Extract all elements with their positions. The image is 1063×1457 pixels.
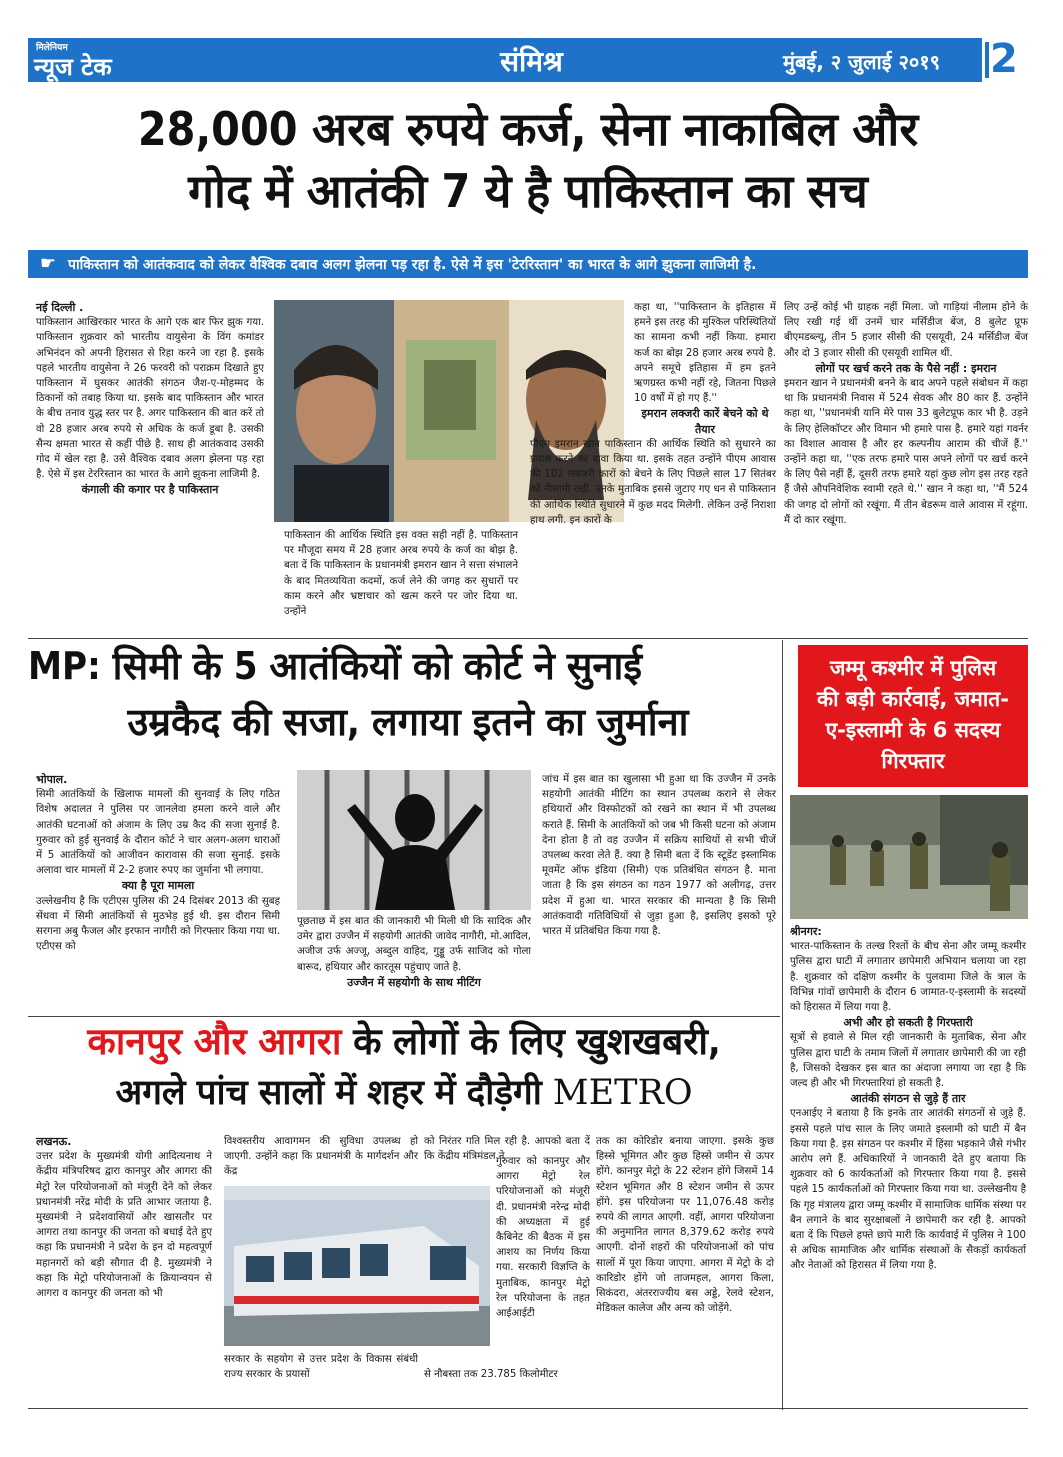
story2-col1a-text: सिमी आतंकियों के खिलाफ मामलों की सुनवाई के लिए गठित विशेष अदालत ने पुलिस पर जानलेवा हमला करने वाले और आतंकी घटनाओं को अंजाम के लिए उम्र कैद की सजा सुनाई है. गुरुवार को हुई सुनवाई के दौरान कोर्ट ने चार अलग-अलग धाराओं में 5 आतंकियों को आजीवन कारावास की सजा सुनाई. इसके अलावा चार मामलों में 2-2 हजार रुपए का जुर्माना भी लगाया. [36,789,280,877]
story4-col1-text: उत्तर प्रदेश के मुख्यमंत्री योगी आदित्यनाथ ने केंद्रीय मंत्रिपरिषद द्वारा कानपुर और आगरा की मेट्रो रेल परियोजनाओं को मंजूरी देने को लेकर प्रधानमंत्री नरेंद्र मोदी के प्रति आभार जताया है. मुख्यमंत्री ने प्रदेशवासियों और खासतौर पर आगरा तथा कानपुर की जनता को बधाई देते हुए कहा कि प्रधानमंत्री ने प्रदेश के इन दो महत्वपूर्ण महानगरों को बड़ी सौगात दी है. मुख्यमंत्री ने कहा कि मेट्रो परियोजनाओं के क्रियान्वयन से आगरा व कानपुर की जनता को भी [36,1151,212,1300]
story4-col4-text: तक का कोरिडोर बनाया जाएगा. इसके कुछ हिस्से भूमिगत और कुछ हिस्से जमीन से ऊपर होंगे. कानपुर मेट्रो के 22 स्टेशन होंगे जिसमें 14 स्टेशन भूमिगत और 8 स्टेशन जमीन से ऊपर होंगे. इस परियोजना पर 11,076.48 करोड़ रुपये की लागत आएगी. वहीं, आगरा परियोजना की अनुमानित लागत 8,379.62 करोड़ रुपये आएगी. दोनों शहरों की परियोजनाओं को पांच सालों में पूरा किया जाएगा. आगरा में मेट्रो के दो कारिडोर होंगे जो ताजमहल, आगरा किला, सिकंदरा, अंतरराज्यीय बस अड्डे, रेलवे स्टेशन, मेडिकल कालेज और अन्य को जोड़ेंगे. [596,1136,774,1315]
story1-headline-line1: 28,000 अरब रुपये कर्ज, सेना नाकाबिल और [137,102,919,156]
brand-small: मिलेनियम [36,43,68,53]
story3-headline-line2: की बड़ी कार्रवाई, जमात- [817,687,1009,711]
story1-col4a-text: लिए उन्हें कोई भी ग्राहक नहीं मिला. जो गाड़ियां नीलाम होने के लिए रखी गई थीं उनमें चार मर्सिडीज बेंज, 8 बुलेट प्रूफ बीएमडब्ल्यू, तीन 5 हजार सीसी की एसयूवी, 24 मर्सिडीज बेंज और दो 3 हजार सीसी की एसयूवी शामिल थीं. [784,302,1028,359]
story1-column-2 [284,528,518,619]
story3-headline-line4: गिरफ्तार [881,749,945,773]
story2-dateline: भोपाल. [36,773,68,786]
story1-col4b-text: इमरान खान ने प्रधानमंत्री बनने के बाद अपने पहले संबोधन में कहा था कि प्रधानमंत्री निवास में 524 सेवक और 80 कार हैं. उन्होंने कहा था, ''प्रधानमंत्री यानि मेरे पास 33 बुलेटप्रूफ कार भी है. उड़ने के लिए हेलिकॉप्टर और विमान भी हमारे पास है. हमारे यहां गवर्नर का विशाल आवास है और हर कल्पनीय आराम की चीजें हैं.'' उन्होंने कहा था, ''एक तरफ हमारे पास अपने लोगों पर खर्च करने के लिए पैसे नहीं हैं, दूसरी तरफ हमारे यहां कुछ लोग इस तरह रहते हैं जैसे औपनिवेशिक स्वामी रहते थे.'' खान ने कहा था, ''मैं 524 की जगह दो लोगों को रखूंगा. मैं तीन बेडरूम वाले आवास में रहूंगा. मैं दो कार रखूंगा. [784,378,1028,526]
story4-headline-text2: अगले पांच सालों में शहर में दौड़ेगी [115,1073,553,1113]
pointing-hand-icon: ☛ [39,253,57,274]
issue-date: मुंबई, २ जुलाई २०१९ [783,50,941,74]
story1-col1-text: पाकिस्तान आखिरकार भारत के आगे एक बार फिर झुक गया. पाकिस्तान शुक्रवार को भारतीय वायुसेना के विंग कमांडर अभिनंदन को अपनी हिरासत से रिहा करने जा रहा है. इसके पहले भारतीय वायुसेना ने 26 फरवरी को पराक्रम दिखाते हुए पाकिस्तान में घुसकर आतंकी संगठन जैश-ए-मोहम्मद के ठिकानों को तबाह किया था. इसके बाद पाकिस्तान और भारत के बीच तनाव युद्ध स्तर पर है. अगर पाकिस्तान की बात करें तो वो 28 हजार अरब रुपये से अधिक के कर्ज डूबा है. उसकी सैन्य क्षमता भारत से कहीं पीछे है. साथ ही आतंकवाद उसकी गोद में खेल रहा है. उसे वैश्विक दबाव अलग झेलना पड़ रहा है. ऐसे में इस टेररिस्तान का भारत के आगे झुकना लाजिमी है. [36,317,264,481]
divider-2 [28,1016,780,1017]
story1-col3b-text: पीएम इमरान खान पाकिस्तान की आर्थिक स्थिति को सुधारने का प्रयास करने का दावा किया था. इसके तहत उन्होंने पीएम आवास की 102 लक्जरी कारों को बेचने के लिए पिछले साल 17 सितंबर को नीलामी रखी. उनके मुताबिक इससे जुटाए गए धन से पाकिस्तान की आर्थिक स्थिति सुधारने में कुछ मदद मिलेगी. लेकिन उन्हें निराशा हाथ लगी. इन कारों के [530,438,776,526]
story3-headline-line3: ए-इस्लामी के 6 सदस्य [825,718,1001,742]
story4-headline-red: कानपुर और आगरा [87,1020,342,1063]
story1-col3-top [634,300,776,437]
story1-col3a-text: कहा था, ''पाकिस्तान के इतिहास में हमने इस तरह की मुश्किल परिस्थितियों का सामना कभी नहीं किया. हमारा कर्ज का बोझ 28 हजार अरब रुपये है. अपने समूचे इतिहास में हम इतने ऋणग्रस्त कभी नहीं रहे, जितना पिछले 10 वर्षों में हो गए हैं.'' [634,302,776,405]
page-number-bar [985,42,989,78]
story4-column-2-bottom [224,1352,418,1382]
story2-column-2 [297,914,531,990]
story3-crosshead-1: अभी और हो सकती है गिरफ्तारी [843,1016,973,1030]
story4-headline-line1 [28,1022,780,1063]
story1-column-1 [36,300,264,498]
story2-prison-photo [297,770,531,910]
story2-crosshead-1: क्या है पूरा मामला [121,879,195,893]
story2-col3-text: जांच में इस बात का खुलासा भी हुआ था कि उज्जैन में उनके सहयोगी आतंकी मीटिंग का स्थान उपलब्ध कराने से लेकर हथियारों और विस्फोटकों को रखने का स्थान में भी उपलब्ध कराते हैं. सिमी के आतंकियों को जब भी किसी घटना को अंजाम देना होता है तो वह उज्जैन में सक्रिय साथियों से सभी चीजें उपलब्ध करवा लेते हैं. क्या है सिमी बता दें कि स्टूडेंट इस्लामिक मूवमेंट ऑफ इंडिया (सिमी) एक प्रतिबंधित संगठन है. माना जाता है कि इस संगठन का गठन 1977 को अलीगढ़, उत्तर प्रदेश में हुआ था. भारत सरकार की मान्यता है कि सिमी आतंकवादी गतिविधियों से जुड़ा हुआ है, इसलिए इसको पूरे भारत में प्रतिबंधित किया गया है. [542,774,776,938]
story4-col2-top-text: विश्वस्तरीय आवागमन की सुविधा उपलब्ध हो जाएगी. उन्होंने कहा कि प्रधानमंत्री के मार्गदर्शन और केंद्र [224,1136,418,1178]
story2-col2-text: पूछताछ में इस बात की जानकारी भी मिली थी कि सादिक और उमेर द्वारा उज्जैन में सहयोगी आतंकी जावेद नागौरी, मो.आदिल, अजीज उर्फ अज्जू, अब्दुल वाहिद, गुड्डू उर्फ साजिद को गोला बारूद, हथियार और कारतूस पहुंचाए जाते है. [297,916,531,973]
metro-train-photo [224,1186,490,1346]
prison-bars-illustration [297,770,531,910]
story1-crosshead-1: कंगाली की कगार पर है पाकिस्तान [81,483,219,497]
divider-1 [28,638,1028,639]
page-number: 2 [990,36,1018,82]
story3-para1: भारत-पाकिस्तान के तल्ख रिश्तों के बीच सेना और जम्मू कश्मीर पुलिस द्वारा घाटी में लगातार छापेमारी अभियान चलाया जा रहा है. शुक्रवार को दक्षिण कश्मीर के पुलवामा जिले के त्राल के विभिन्न गांवों छापेमारी के दौरान 6 जामात-ए-इस्लामी के सदस्यों को हिरासत में लिया गया है. [790,941,1026,1014]
brand-logo: न्यूज टेक [34,53,112,81]
story4-col3-bottom-text: से नौबस्ता तक 23.785 किलोमीटर [424,1369,558,1380]
story4-column-3-mid [496,1154,590,1321]
story3-headline-line1: जम्मू कश्मीर में पुलिस [829,656,997,680]
divider-vertical [782,640,783,1410]
story1-column-4 [784,300,1028,528]
story1-crosshead-2: इमरान लक्जरी कारें बेचने को थे तैयार [641,407,769,436]
story4-column-1 [36,1134,212,1301]
story4-col3-mid-text: गुरुवार को कानपुर और आगरा मेट्रो रेल परियोजनाओं को मंजूरी दी. प्रधानमंत्री नरेन्द्र मोदी की अध्यक्षता में हुई कैबिनेट की बैठक में इस आशय का निर्णय किया गया. सरकारी विज्ञप्ति के मुताबिक, कानपुर मेट्रो रेल परियोजना के तहत आईआईटी [496,1156,590,1320]
story2-column-3 [542,772,776,939]
story4-column-3-bottom [424,1367,590,1382]
story2-column-1 [36,772,280,954]
story4-headline-line2 [28,1074,780,1113]
section-title: संमिश्र [500,45,563,78]
story1-subhead-bar [28,250,1028,278]
story4-metro-photo [224,1186,490,1346]
police-patrol-photo [790,795,1028,919]
story4-headline-metro: METRO [552,1073,693,1113]
story1-subhead: पाकिस्तान को आतंकवाद को लेकर वैश्विक दबाव अलग झेलना पड़ रहा है. ऐसे में इस 'टेररिस्तान' का भारत के आगे झुकना लाजिमी है. [68,257,757,273]
story2-headline-prefix: MP: [28,644,101,688]
story2-crosshead-2: उज्जैन में सहयोगी के साथ मीटिंग [347,975,481,989]
story4-col2-bottom-text: सरकार के सहयोग से उत्तर प्रदेश के विकास संबंधी राज्य सरकार के प्रयासों [224,1354,418,1381]
story2-headline-text1: सिमी के 5 आतंकियों को कोर्ट ने सुनाई [112,644,642,688]
story3-crosshead-2: आतंकी संगठन से जुड़े हैं तार [850,1092,966,1106]
story1-dateline: नई दिल्ली . [36,301,84,314]
story3-photo [790,795,1028,919]
story3-column [790,924,1026,1274]
story3-para3: एनआईए ने बताया है कि इनके तार आतंकी संगठनों से जुड़े हैं. इससे पहले पांच साल के लिए जमाते इस्लामी को घाटी में बैन किया गया है. इस संगठन पर कश्मीर में हिंसा भड़काने जैसे गंभीर आरोप लगे हैं. अधिकारियों ने जानकारी देते हुए बताया कि शुक्रवार को 6 कार्यकर्ताओं को गिरफ्तार किया गया है. इससे पहले 15 कार्यकर्ताओं को गिरफ्तार किया गया था. उल्लेखनीय है कि गृह मंत्रालय द्वारा जम्मू कश्मीर में सामाजिक धार्मिक संस्था पर बैन लगाने के बाद सुरक्षाबलों ने छापेमारी कर रही है. आपको बता दें कि पिछले हफ्ते छापे मारी कि कार्यवाई में पुलिस ने 100 से अधिक सामाजिक और धार्मिक संस्थाओं के सैकड़ों कार्यकर्ता और नेताओं को हिरासत में लिया गया है. [790,1108,1026,1272]
story3-headline-box [798,645,1028,787]
story2-headline-line2: उम्रकैद की सजा, लगाया इतने का जुर्माना [127,700,689,744]
story4-col3-top-text: को निरंतर गति मिल रही है. आपको बता दें कि केंद्रीय मंत्रिमंडल ने [424,1136,590,1163]
story2-headline-line1 [28,646,788,688]
story1-column-3 [530,300,776,528]
story4-column-4 [596,1134,774,1316]
story1-crosshead-3: लोगों पर खर्च करने तक के पैसे नहीं : इमरान [815,361,997,375]
story4-headline-rest: के लोगों के लिए खुशखबरी, [341,1020,721,1063]
story4-column-2-top [224,1134,418,1180]
story1-col2-text: पाकिस्तान की आर्थिक स्थिति इस वक्त सही नहीं है. पाकिस्तान पर मौजूदा समय में 28 हजार अरब रुपये के कर्ज का बोझ है. बता दें कि पाकिस्तान के प्रधानमंत्री इमरान खान ने सत्ता संभालने के बाद मितव्ययिता कदमों, कर्ज लेने की जगह कर सुधारों पर काम करने और भ्रष्टाचार को खत्म करने पर जोर दिया था. उन्होंने [284,530,518,618]
story3-para2: सूत्रों से हवाले से मिल रही जानकारी के मुताबिक, सेना और पुलिस द्वारा घाटी के तमाम जिलों में लगातार छापेमारी की जा रही है, जिसको देखकर इस बात का अंदाजा लगाया जा रहा है कि जल्द ही और भी गिरफ्तारियां हो सकती है. [790,1032,1026,1090]
bottom-rule [28,1408,1028,1409]
story1-headline-line2: गोद में आतंकी 7 ये है पाकिस्तान का सच [188,164,868,218]
story4-dateline: लखनऊ. [36,1135,72,1148]
story2-col1b-text: उल्लेखनीय है कि एटीएस पुलिस की 24 दिसंबर 2013 की सुबह सेंधवा में सिमी आतंकियों से मुठभेड़ हुई थी. इस दौरान सिमी सरगना अबु फैजल और इरफान नागौरी को गिरफ्तार किया गया था. एटीएस को [36,895,280,953]
story3-dateline: श्रीनगर: [790,925,822,938]
